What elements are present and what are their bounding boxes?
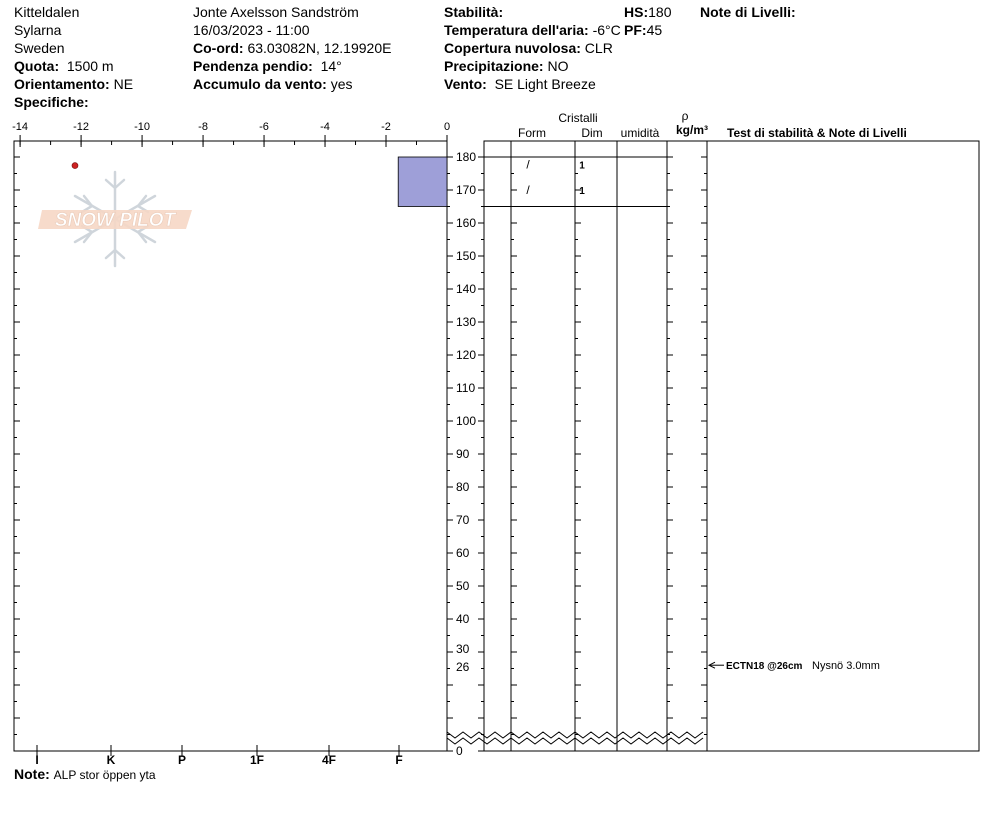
grain-form-symbol: / (526, 157, 530, 172)
height-tick-label: 40 (456, 612, 470, 626)
hardness-label: P (177, 753, 187, 767)
site-country: Sweden (14, 40, 65, 56)
elevation-label: Quota: (14, 58, 60, 74)
watermark-text: SNOW PILOT (54, 210, 176, 231)
height-tick-label: 60 (456, 546, 470, 560)
pf-value: 45 (646, 22, 663, 38)
coord-label: Co-ord: (193, 40, 244, 56)
height-tick-label: 100 (456, 414, 477, 428)
hardness-plot-frame (14, 141, 447, 751)
stability-label: Stabilità: (444, 4, 504, 20)
precip-value: NO (547, 58, 569, 74)
grain-form-symbol: / (526, 183, 530, 197)
hardness-label: 4F (321, 753, 337, 767)
aspect-label: Orientamento: (14, 76, 110, 92)
density-symbol-header: ρ (681, 109, 689, 123)
temperature-tick-label: -6 (259, 121, 269, 133)
hardness-layer-bar (398, 157, 447, 207)
hardness-label: I (35, 753, 39, 767)
height-tick-label: 140 (456, 282, 477, 296)
height-tick-label: 150 (456, 249, 477, 263)
temperature-tick-label: -4 (320, 121, 330, 133)
air-temp-label: Temperatura dell'aria: (444, 22, 589, 38)
aspect-value: NE (113, 76, 134, 92)
note-label: Note: (14, 766, 50, 782)
precip-label: Precipitazione: (444, 58, 544, 74)
height-tick-label: 180 (456, 150, 477, 164)
hs-label: HS: (624, 4, 649, 20)
crystals-header: Cristalli (558, 111, 598, 125)
moisture-header: umidità (620, 126, 660, 140)
stability-notes-header: Test di stabilità & Note di Livelli (727, 126, 907, 140)
height-tick-label: 30 (456, 642, 470, 656)
height-tick-label: 160 (456, 216, 477, 230)
height-tick-label: 110 (456, 381, 476, 395)
wind-load-value: yes (330, 76, 353, 92)
height-tick-label: 70 (456, 513, 470, 527)
height-tick-label: 120 (456, 348, 477, 362)
layer-notes-header: Note di Livelli: (700, 4, 796, 20)
height-tick-label: 130 (456, 315, 477, 329)
site-location: Kitteldalen (14, 4, 80, 20)
height-tick-label: 26 (456, 660, 470, 675)
height-tick-label: 80 (456, 480, 470, 494)
stability-test-code: ECTN18 @26cm (726, 661, 803, 673)
temperature-tick-label: -12 (73, 121, 90, 133)
coord-value: 63.03082N, 12.19920E (247, 40, 392, 56)
hardness-label: 1F (249, 753, 265, 767)
grain-size-value: 1 (579, 186, 585, 197)
slope-value: 14° (320, 58, 342, 74)
height-tick-label: 90 (456, 447, 470, 461)
sky-value: CLR (584, 40, 613, 56)
temperature-tick-label: -10 (134, 121, 151, 133)
wind-load-label: Accumulo da vento: (193, 76, 327, 92)
wind-label: Vento: (444, 76, 487, 92)
elevation-value: 1500 m (66, 58, 114, 74)
hardness-label: K (106, 753, 116, 767)
hs-value: 180 (648, 4, 672, 20)
temperature-tick-label: -8 (198, 121, 208, 133)
observation-datetime: 16/03/2023 - 11:00 (193, 22, 310, 38)
temperature-tick-label: 0 (443, 121, 451, 133)
wind-value: SE Light Breeze (494, 76, 596, 92)
density-unit-header: kg/m³ (675, 123, 709, 137)
height-tick-label: 50 (456, 579, 470, 593)
snowpilot-watermark (38, 172, 192, 266)
stability-test-note: Nysnö 3.0mm (812, 660, 880, 673)
site-area: Sylarna (14, 22, 62, 38)
observer-name: Jonte Axelsson Sandström (193, 4, 359, 20)
form-header: Form (518, 126, 546, 140)
pf-label: PF: (624, 22, 647, 38)
hardness-label: F (395, 753, 403, 767)
note-value: ALP stor öppen yta (53, 768, 156, 782)
temperature-tick-label: -14 (12, 121, 29, 133)
height-tick-label: 0 (456, 744, 463, 758)
layer-table-frame (484, 141, 979, 751)
temperature-tick-label: -2 (381, 121, 391, 133)
height-tick-label: 170 (456, 183, 477, 197)
sky-label: Copertura nuvolosa: (444, 40, 581, 56)
temperature-point (72, 163, 78, 169)
air-temp-value: -6°C (592, 22, 621, 38)
slope-label: Pendenza pendio: (193, 58, 313, 74)
grain-size-value: 1 (579, 160, 585, 172)
specifics-label: Specifiche: (14, 94, 89, 110)
size-header: Dim (581, 126, 603, 140)
